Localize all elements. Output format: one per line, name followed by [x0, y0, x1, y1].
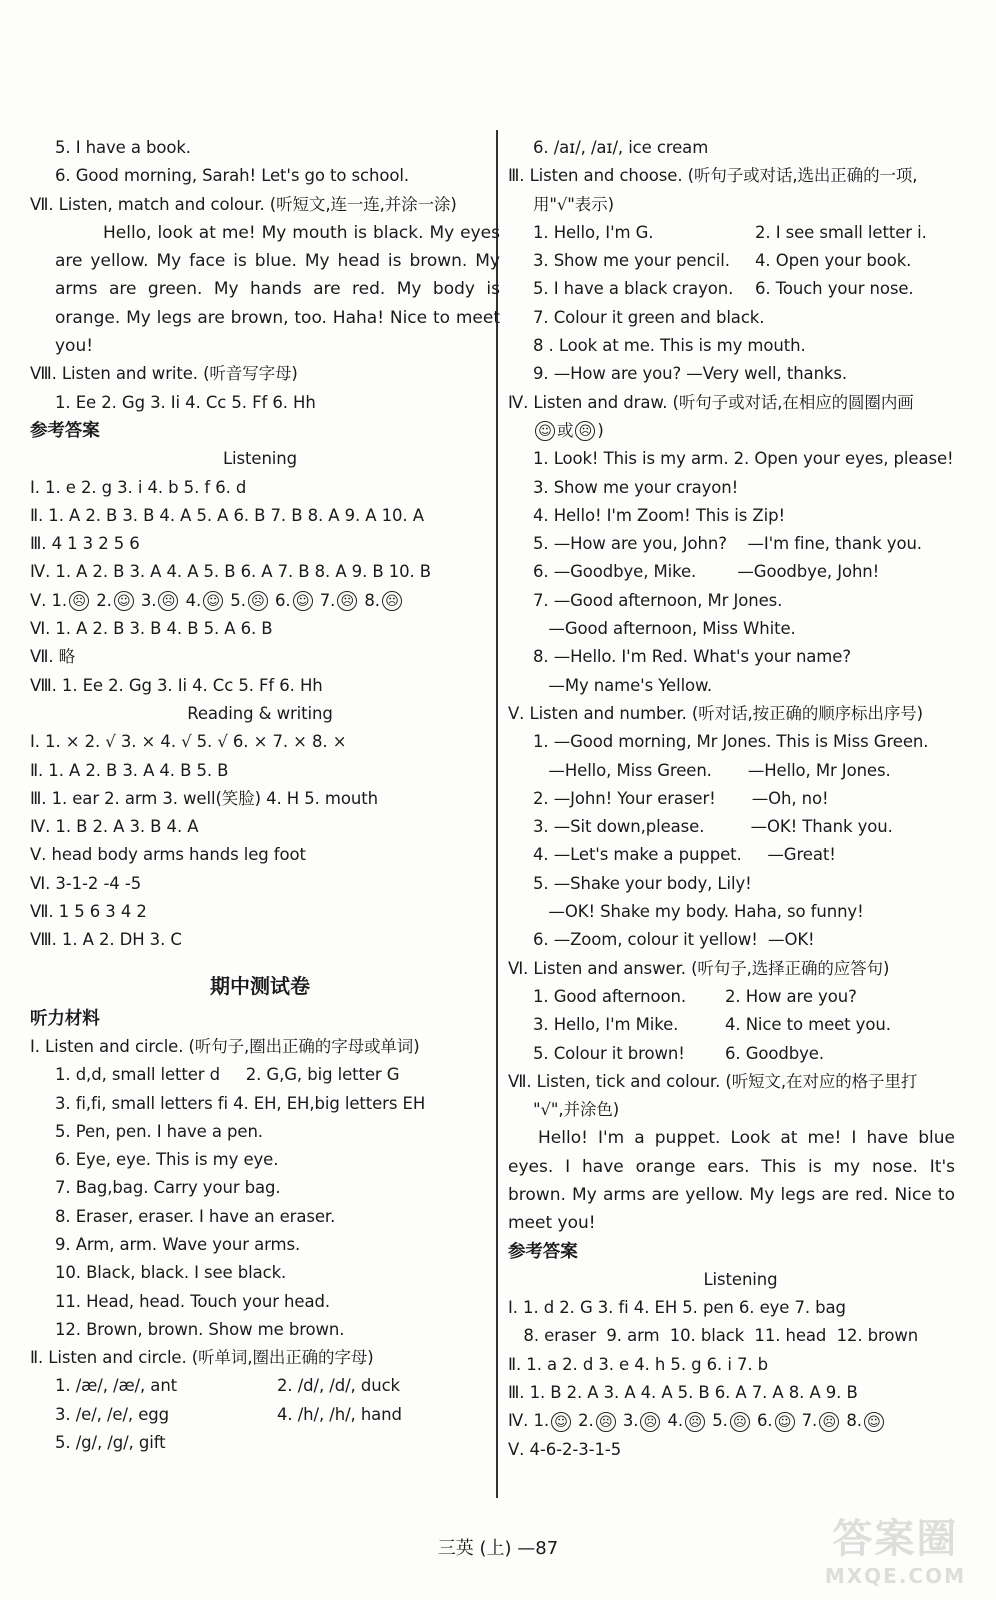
text-line: 6. Eye, eye. This is my eye.	[55, 1150, 279, 1170]
answers-title: 参考答案	[30, 420, 100, 441]
answer-line: Ⅱ. 1. a 2. d 3. e 4. h 5. g 6. i 7. b	[508, 1354, 769, 1374]
face-number: 2.	[91, 590, 112, 610]
text-line: 7. Bag,bag. Carry your bag.	[55, 1178, 281, 1198]
sad-face-icon: ☹	[248, 591, 268, 611]
face-number: 1.	[533, 1411, 549, 1431]
section-heading: Ⅱ. Listen and circle. (听单词,圈出正确的字母)	[30, 1348, 374, 1368]
cell: 1. Good afternoon.	[533, 986, 686, 1006]
table-row	[508, 983, 973, 1011]
text-line: 8. Eraser, eraser. I have an eraser.	[55, 1206, 336, 1226]
face-prefix: Ⅳ.	[508, 1411, 529, 1431]
watermark	[825, 1507, 966, 1588]
passage: Hello, look at me! My mouth is black. My eyes are yellow. My face is blue. My head is brown. My arms are green. My hands are red. My body is orange. My legs are brown, too. Haha! Nice to meet you!	[55, 222, 500, 357]
answer-line: Ⅶ. 1 5 6 3 4 2	[30, 902, 147, 922]
cell: 2. /d/, /d/, duck	[277, 1376, 401, 1396]
answer-line: Ⅳ. 1. B 2. A 3. B 4. A	[30, 817, 199, 837]
answer-line: Ⅶ. 略	[30, 647, 76, 667]
answer-line: Ⅷ. 1. Ee 2. Gg 3. Ii 4. Cc 5. Ff 6. Hh	[30, 675, 323, 695]
face-number: 4.	[662, 1411, 684, 1431]
text-line: 4. —Let's make a puppet. —Great!	[533, 845, 836, 865]
text-line: 1. —Good morning, Mr Jones. This is Miss Green.	[533, 732, 929, 752]
text-line: 12. Brown, brown. Show me brown.	[55, 1319, 345, 1339]
text-line: 3. fi,fi, small letters fi 4. EH, EH,big letters EH	[55, 1093, 426, 1113]
text-line: 2. —John! Your eraser! —Oh, no!	[533, 788, 829, 808]
text-line: 1. d,d, small letter d 2. G,G, big letter G	[55, 1065, 400, 1085]
cell: 4. Nice to meet you.	[725, 1015, 891, 1035]
face-number: 7.	[314, 590, 336, 610]
section-heading: Ⅶ. Listen, match and colour. (听短文,连一连,并涂一涂)	[30, 194, 457, 214]
section-heading: Ⅵ. Listen and answer. (听句子,选择正确的应答句)	[508, 958, 890, 978]
section-heading-cont: 用"√"表示)	[533, 194, 614, 214]
cell: 3. Hello, I'm Mike.	[533, 1015, 679, 1035]
answer-line: Ⅱ. 1. A 2. B 3. A 4. B 5. B	[30, 760, 229, 780]
section-heading: Ⅰ. Listen and circle. (听句子,圈出正确的字母或单词)	[30, 1036, 420, 1056]
text-line: 5. —Shake your body, Lily!	[533, 873, 752, 893]
text-line: 5. Pen, pen. I have a pen.	[55, 1121, 263, 1141]
text-line: 6. —Goodbye, Mike. —Goodbye, John!	[533, 562, 880, 582]
table-row	[30, 1429, 490, 1457]
text-line: —Good afternoon, Miss White.	[533, 619, 796, 639]
face-number: 3.	[135, 590, 157, 610]
face-answer-line	[508, 1407, 973, 1435]
face-number: 6.	[751, 1411, 773, 1431]
table-row	[508, 219, 973, 247]
happy-face-icon: ☺	[293, 591, 313, 611]
cell: 3. Show me your pencil.	[533, 251, 730, 271]
text-line: 5. I have a book.	[55, 138, 191, 157]
answer-line: Ⅵ. 1. A 2. B 3. B 4. B 5. A 6. B	[30, 619, 273, 639]
table-row	[508, 247, 973, 275]
text-line: 6. /aɪ/, /aɪ/, ice cream	[533, 138, 709, 157]
cell: 4. /h/, /h/, hand	[277, 1404, 402, 1424]
answer-line: Ⅴ. head body arms hands leg foot	[30, 845, 306, 865]
listening-title: Listening	[222, 449, 298, 469]
text-line: 4. Hello! I'm Zoom! This is Zip!	[533, 505, 785, 525]
answer-line: Ⅴ. 4-6-2-3-1-5	[508, 1439, 622, 1459]
sad-face-icon: ☹	[685, 1412, 705, 1432]
heading-word: 或	[557, 420, 574, 440]
happy-face-icon: ☺	[535, 421, 555, 441]
cell: 5. I have a black crayon.	[533, 279, 734, 299]
midterm-title: 期中测试卷	[210, 973, 310, 998]
section-heading-cont	[508, 417, 973, 445]
table-row	[508, 1011, 973, 1039]
text-line: 8. —Hello. I'm Red. What's your name?	[533, 647, 851, 667]
text-line: —Hello, Miss Green. —Hello, Mr Jones.	[533, 760, 891, 780]
sad-face-icon: ☹	[819, 1412, 839, 1432]
text-line: 9. —How are you? —Very well, thanks.	[533, 364, 848, 384]
section-heading: Ⅴ. Listen and number. (听对话,按正确的顺序标出序号)	[508, 703, 923, 723]
sad-face-icon: ☹	[382, 591, 402, 611]
cell: 4. Open your book.	[755, 251, 912, 271]
answer-line: 8. eraser 9. arm 10. black 11. head 12. brown	[508, 1326, 919, 1346]
listening-title: Listening	[703, 1269, 778, 1289]
sad-face-icon: ☹	[730, 1412, 750, 1432]
reading-title: Reading & writing	[187, 703, 333, 723]
face-number: 1.	[51, 590, 68, 610]
text-line: 8 . Look at me. This is my mouth.	[533, 336, 806, 356]
face-number: 4.	[180, 590, 202, 610]
section-heading-cont: "√",并涂色)	[533, 1100, 620, 1120]
text-line: 1. Ee 2. Gg 3. Ii 4. Cc 5. Ff 6. Hh	[55, 392, 316, 412]
face-number: 7.	[796, 1411, 818, 1431]
watermark-url: MXQE.COM	[824, 1564, 966, 1588]
answer-line: Ⅱ. 1. A 2. B 3. B 4. A 5. A 6. B 7. B 8. A 9. A 10. A	[30, 505, 424, 525]
answer-line: Ⅳ. 1. A 2. B 3. A 4. A 5. B 6. A 7. B 8. A 9. B 10. B	[30, 562, 432, 582]
heading-word: )	[597, 420, 604, 440]
cell: 5. Colour it brown!	[533, 1043, 685, 1063]
cell: 1. /æ/, /æ/, ant	[55, 1376, 178, 1396]
face-number: 2.	[572, 1411, 594, 1431]
section-heading: Ⅳ. Listen and draw. (听句子或对话,在相应的圆圈内画	[508, 392, 914, 412]
text-line: 1. Look! This is my arm. 2. Open your eyes, please!	[533, 449, 954, 469]
sad-face-icon: ☹	[158, 591, 178, 611]
happy-face-icon: ☺	[114, 591, 134, 611]
cell: 6. Goodbye.	[725, 1043, 824, 1063]
text-line: 9. Arm, arm. Wave your arms.	[55, 1234, 301, 1254]
sad-face-icon: ☹	[337, 591, 357, 611]
cell: 5. /g/, /g/, gift	[55, 1433, 166, 1453]
happy-face-icon: ☺	[864, 1412, 884, 1432]
text-line: 5. —How are you, John? —I'm fine, thank you.	[533, 534, 922, 554]
cell: 2. How are you?	[725, 986, 857, 1006]
answer-line: Ⅲ. 1. B 2. A 3. A 4. A 5. B 6. A 7. A 8. A 9. B	[508, 1383, 858, 1403]
text-line: —OK! Shake my body. Haha, so funny!	[533, 902, 864, 922]
face-number: 5.	[707, 1411, 728, 1431]
right-column	[508, 134, 973, 1464]
text-line: 10. Black, black. I see black.	[55, 1263, 287, 1283]
cell: 6. Touch your nose.	[755, 279, 914, 299]
face-number: 6.	[269, 590, 291, 610]
answer-line: Ⅰ. 1. d 2. G 3. fi 4. EH 5. pen 6. eye 7. bag	[508, 1298, 846, 1318]
text-line: —My name's Yellow.	[533, 675, 713, 695]
answer-line: Ⅷ. 1. A 2. DH 3. C	[30, 930, 182, 950]
watermark-logo: 答案圈	[832, 1516, 959, 1562]
face-number: 3.	[617, 1411, 639, 1431]
face-prefix: Ⅴ.	[30, 590, 47, 610]
table-row	[30, 1401, 490, 1429]
face-number: 8.	[359, 590, 380, 610]
answer-line: Ⅰ. 1. e 2. g 3. i 4. b 5. f 6. d	[30, 477, 247, 497]
happy-face-icon: ☺	[775, 1412, 795, 1432]
answer-line: Ⅲ. 1. ear 2. arm 3. well(笑脸) 4. H 5. mouth	[30, 788, 378, 808]
answer-line: Ⅰ. 1. × 2. √ 3. × 4. √ 5. √ 6. × 7. × 8. ×	[30, 732, 347, 752]
table-row	[508, 1040, 973, 1068]
text-line: 3. —Sit down,please. —OK! Thank you.	[533, 817, 893, 837]
text-line: 11. Head, head. Touch your head.	[55, 1291, 330, 1311]
sad-face-icon: ☹	[640, 1412, 660, 1432]
sad-face-icon: ☹	[596, 1412, 616, 1432]
answers-title: 参考答案	[508, 1241, 578, 1262]
text-line: 6. —Zoom, colour it yellow! —OK!	[533, 930, 815, 950]
face-answer-line	[30, 587, 490, 615]
text-line: 6. Good morning, Sarah! Let's go to school.	[55, 166, 409, 186]
table-row	[508, 275, 973, 303]
text-line: 7. Colour it green and black.	[533, 307, 765, 327]
cell: 3. /e/, /e/, egg	[55, 1404, 170, 1424]
happy-face-icon: ☺	[203, 591, 223, 611]
passage: Hello! I'm a puppet. Look at me! I have blue eyes. I have orange ears. This is my nose. It's brown. My arms are yellow. My legs are red. Nice to meet you!	[508, 1128, 955, 1234]
sad-face-icon: ☹	[69, 591, 89, 611]
answer-line: Ⅵ. 3-1-2 -4 -5	[30, 873, 142, 893]
section-heading: Ⅷ. Listen and write. (听音写字母)	[30, 364, 298, 384]
table-row	[30, 1372, 490, 1400]
sad-face-icon: ☹	[575, 421, 595, 441]
section-heading: Ⅲ. Listen and choose. (听句子或对话,选出正确的一项,	[508, 166, 918, 186]
page-footer: 三英 (上) —87	[437, 1538, 559, 1559]
section-heading: Ⅶ. Listen, tick and colour. (听短文,在对应的格子里打	[508, 1071, 918, 1091]
cell: 2. I see small letter i.	[755, 222, 927, 242]
cell: 1. Hello, I'm G.	[533, 222, 654, 242]
text-line: 3. Show me your crayon!	[533, 477, 739, 497]
left-column	[30, 134, 500, 1457]
happy-face-icon: ☺	[551, 1412, 571, 1432]
text-line: 7. —Good afternoon, Mr Jones.	[533, 590, 783, 610]
face-number: 8.	[841, 1411, 862, 1431]
face-number: 5.	[225, 590, 246, 610]
answer-line: Ⅲ. 4 1 3 2 5 6	[30, 534, 140, 554]
material-title: 听力材料	[30, 1008, 100, 1029]
